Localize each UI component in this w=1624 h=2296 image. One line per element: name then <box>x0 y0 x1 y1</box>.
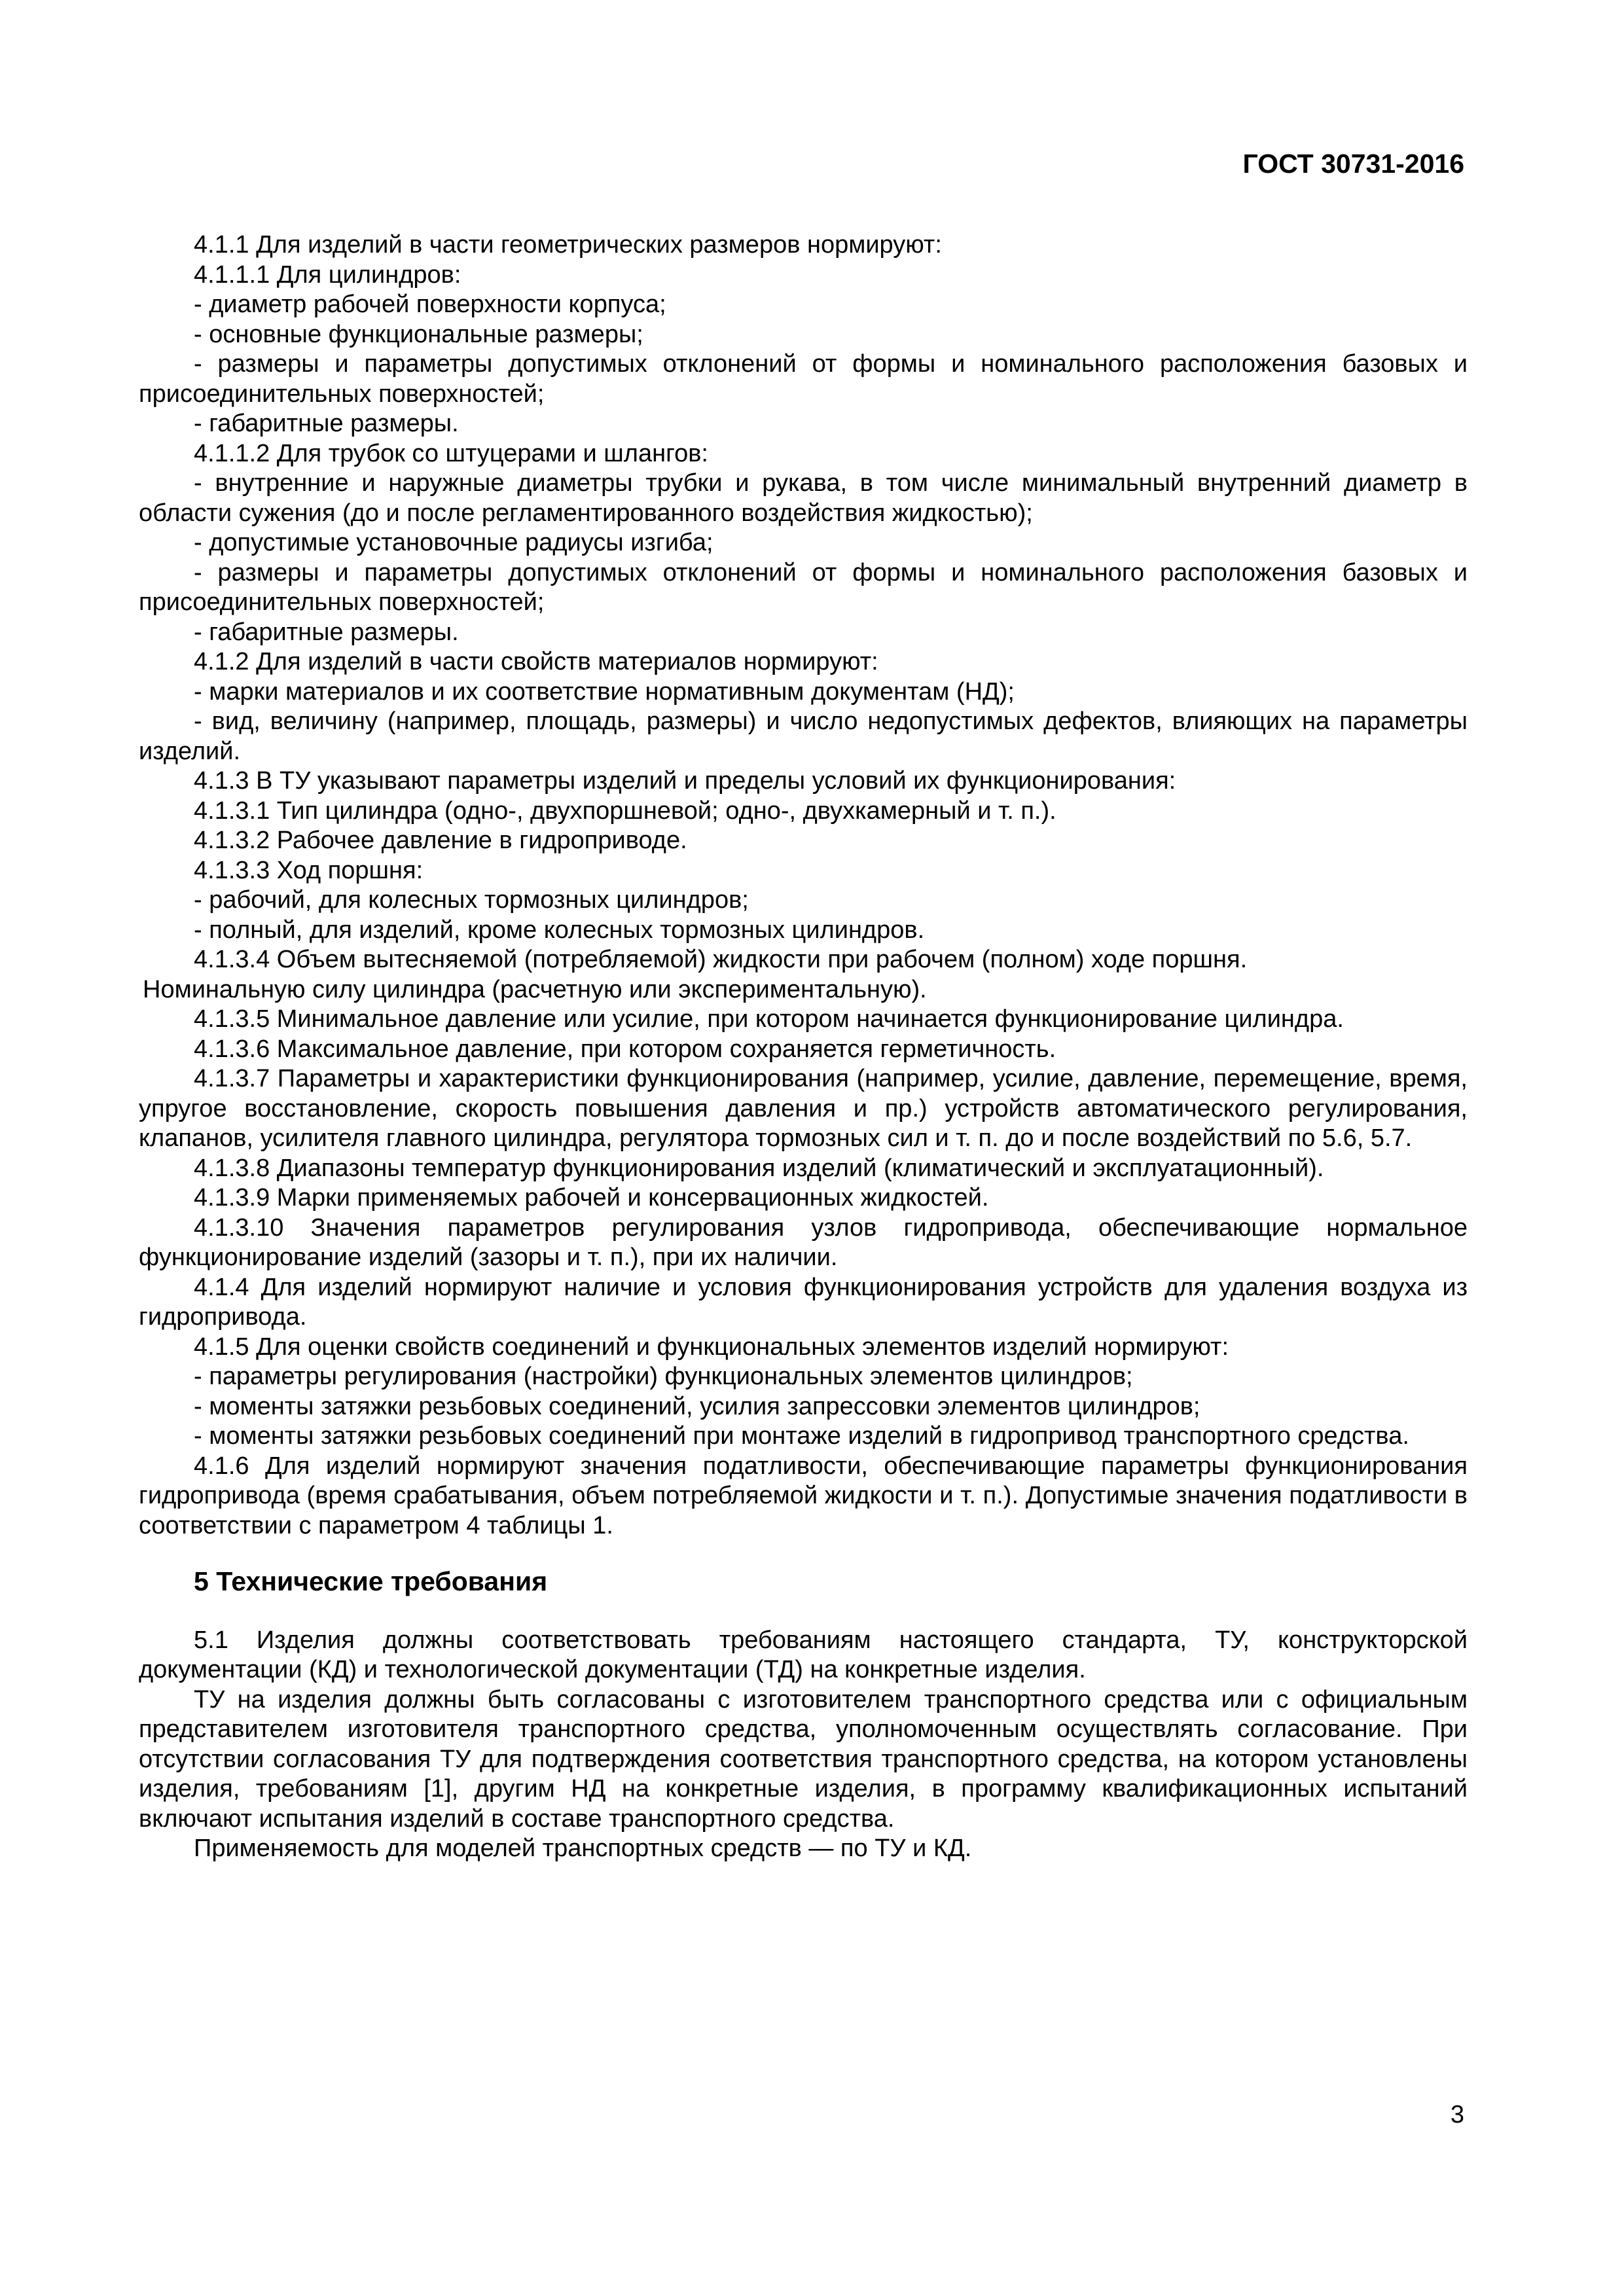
paragraph-unindented: Номинальную силу цилиндра (расчетную или экспериментальную). <box>143 975 927 1003</box>
paragraph: 4.1.6 Для изделий нормируют значения податливости, обеспечивающие параметры функционирования гидропривода (время срабатывания, объем потребляемой жидкости и т. п.). Допустимые значения податливости в соответствии с параметром 4 таблицы 1. <box>139 1452 1468 1539</box>
list-item: - полный, для изделий, кроме колесных тормозных цилиндров. <box>194 916 925 944</box>
paragraph: 4.1.3.4 Объем вытесняемой (потребляемой) жидкости при рабочем (полном) ходе поршня. <box>194 946 1248 973</box>
paragraph: 4.1.5 Для оценки свойств соединений и функциональных элементов изделий нормируют: <box>194 1333 1229 1361</box>
list-item: - диаметр рабочей поверхности корпуса; <box>194 291 666 318</box>
list-item: - основные функциональные размеры; <box>194 320 643 348</box>
list-item: - моменты затяжки резьбовых соединений, усилия запрессовки элементов цилиндров; <box>194 1392 1200 1420</box>
paragraph: 4.1.3 В ТУ указывают параметры изделий и пределы условий их функционирования: <box>194 767 1176 795</box>
list-item: - габаритные размеры. <box>194 618 459 646</box>
page-number: 3 <box>1450 2101 1464 2128</box>
paragraph: 4.1.3.5 Минимальное давление или усилие, при котором начинается функционирование цилиндра. <box>194 1005 1344 1033</box>
paragraph: 4.1.3.7 Параметры и характеристики функционирования (например, усилие, давление, перемещение, время, упругое восстановление, скорость повышения давления и пр.) устройств автоматического регулирования, клапанов, усилителя главного цилиндра, регулятора тормозных сил и т. п. до и после воздействий по 5.6, 5.7. <box>139 1065 1468 1152</box>
paragraph: 4.1.1.1 Для цилиндров: <box>194 260 461 289</box>
list-item: - внутренние и наружные диаметры трубки и рукава, в том числе минимальный внутренний диаметр в области сужения (до и после регламентированного воздействия жидкостью); <box>139 469 1468 527</box>
paragraph: 4.1.1 Для изделий в части геометрических размеров нормируют: <box>194 231 942 259</box>
paragraph: 4.1.3.9 Марки применяемых рабочей и консервационных жидкостей. <box>194 1184 989 1211</box>
paragraph: 4.1.3.6 Максимальное давление, при котором сохраняется герметичность. <box>194 1035 1056 1063</box>
list-item: - марки материалов и их соответствие нормативным документам (НД); <box>194 677 1015 706</box>
list-item: - габаритные размеры. <box>194 410 459 437</box>
paragraph: 4.1.2 Для изделий в части свойств материалов нормируют: <box>194 648 878 675</box>
list-item: - параметры регулирования (настройки) функциональных элементов цилиндров; <box>194 1363 1133 1390</box>
list-item: - размеры и параметры допустимых отклонений от формы и номинального расположения базовых и присоединительных поверхностей; <box>139 558 1468 616</box>
section-heading: 5 Технические требования <box>194 1566 548 1596</box>
paragraph: 4.1.3.10 Значения параметров регулирования узлов гидропривода, обеспечивающие нормальное функционирование изделий (зазоры и т. п.), при их наличии. <box>139 1213 1468 1271</box>
paragraph: 4.1.1.2 Для трубок со штуцерами и шлангов: <box>194 439 708 467</box>
paragraph: 4.1.4 Для изделий нормируют наличие и условия функционирования устройств для удаления воздуха из гидропривода. <box>139 1273 1468 1331</box>
document-header: ГОСТ 30731-2016 <box>1242 149 1464 179</box>
document-body <box>139 230 1468 1864</box>
list-item: - моменты затяжки резьбовых соединений при монтаже изделий в гидропривод транспортного средства. <box>194 1422 1409 1450</box>
paragraph: 4.1.3.8 Диапазоны температур функционирования изделий (климатический и эксплуатационный). <box>194 1154 1324 1182</box>
paragraph: ТУ на изделия должны быть согласованы с изготовителем транспортного средства или с официальным представителем изготовителя транспортного средства, уполномоченным осуществлять согласование. При отсутствии согласования ТУ для подтверждения соответствия транспортного средства, на котором установлены изделия, требованиям [1], другим НД на конкретные изделия, в программу квалификационных испытаний включают испытания изделий в составе транспортного средства. <box>139 1685 1468 1833</box>
paragraph: Применяемость для моделей транспортных средств — по ТУ и КД. <box>194 1835 972 1862</box>
paragraph: 4.1.3.2 Рабочее давление в гидроприводе. <box>194 827 687 854</box>
list-item: - допустимые установочные радиусы изгиба; <box>194 529 713 556</box>
list-item: - размеры и параметры допустимых отклонений от формы и номинального расположения базовых и присоединительных поверхностей; <box>139 350 1468 408</box>
paragraph: 5.1 Изделия должны соответствовать требованиям настоящего стандарта, ТУ, конструкторской документации (КД) и технологической документации (ТД) на конкретные изделия. <box>139 1626 1468 1683</box>
list-item: - вид, величину (например, площадь, размеры) и число недопустимых дефектов, влияющих на параметры изделий. <box>139 708 1468 765</box>
list-item: - рабочий, для колесных тормозных цилиндров; <box>194 886 749 914</box>
paragraph: 4.1.3.1 Тип цилиндра (одно-, двухпоршневой; одно-, двухкамерный и т. п.). <box>194 797 1056 825</box>
paragraph: 4.1.3.3 Ход поршня: <box>194 856 424 884</box>
